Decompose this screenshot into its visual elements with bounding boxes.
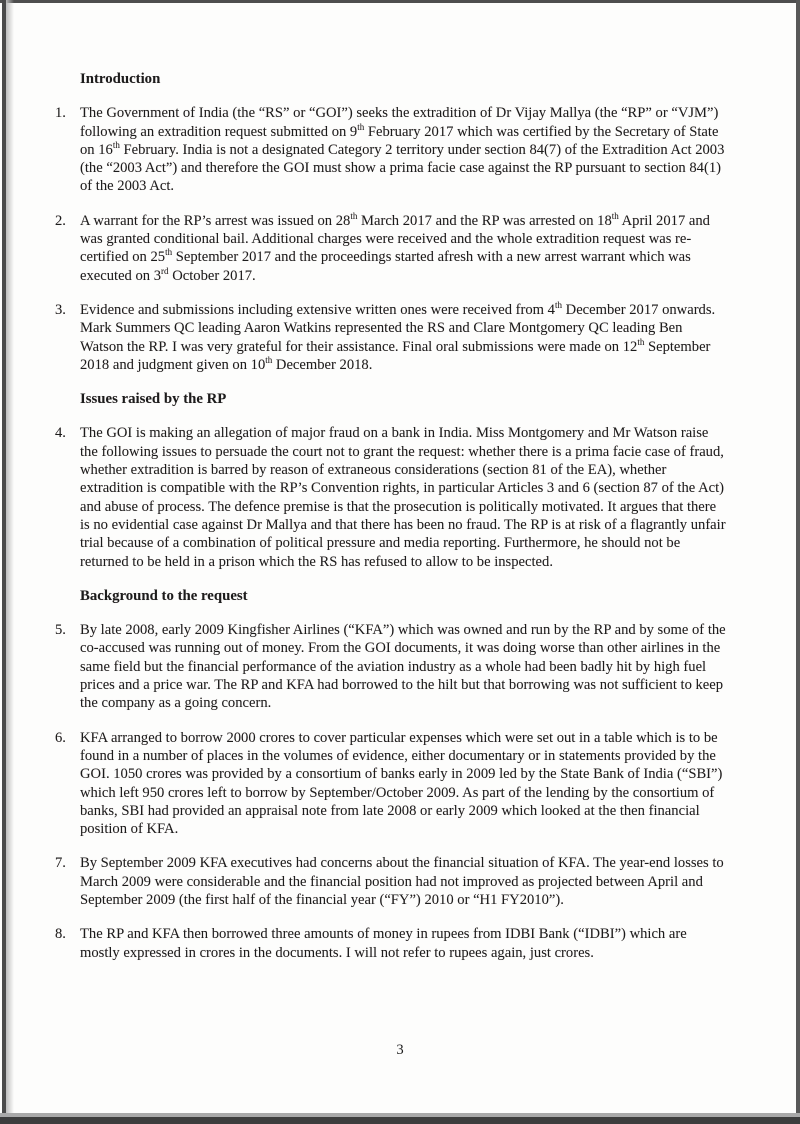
paragraph-text: KFA arranged to borrow 2000 crores to cover particular expenses which were set out in a table which is to be found in a number of places in the volumes of evidence, either documentary or in statements provided by the GOI. 1050 crores was provided by a consortium of banks early in 2009 led by the State Bank of India (“SBI”) which left 950 crores left to borrow by September/October 2009. As part of the lending by the consortium of banks, SBI had provided an appraisal note from late 2008 or early 2009 which looked at the then financial position of KFA. <box>80 729 723 838</box>
paragraph-text: The Government of India (the “RS” or “GOI”) seeks the extradition of Dr Vijay Mallya (the “RP” or “VJM”) following an extradition request submitted on 9th February 2017 which was certified by the Secretary of State on 16th February. India is not a designated Category 2 territory under section 84(7) of the Extradition Act 2003 (the “2003 Act”) and therefore the GOI must show a prima facie case against the RP pursuant to section 84(1) of the 2003 Act. <box>80 105 725 195</box>
scan-edge-bottom <box>0 1117 800 1124</box>
paragraph-text: By late 2008, early 2009 Kingfisher Airlines (“KFA”) which was owned and run by the RP and by some of the co-accused was running out of money. From the GOI documents, it was doing worse than other airlines in the same field but the financial performance of the aviation industry as a whole had been badly hit by high fuel prices and a price war. The RP and KFA had borrowed to the hilt but that borrowing was not sufficient to keep the company as a going concern. <box>80 622 726 712</box>
section-heading-issues: Issues raised by the RP <box>80 391 227 408</box>
numbered-paragraph <box>55 212 727 285</box>
numbered-paragraph <box>55 621 727 712</box>
paragraph-text: By September 2009 KFA executives had concerns about the financial situation of KFA. The year-end losses to March 2009 were considerable and the financial position had not improved as projected between April and September 2009 (the first half of the financial year (“FY”) 2010 or “H1 FY2010”). <box>80 855 724 908</box>
paragraph-number: 5. <box>55 622 66 639</box>
numbered-paragraph <box>55 104 727 195</box>
paragraph-text: Evidence and submissions including extensive written ones were received from 4th December 2017 onwards. Mark Summers QC leading Aaron Watkins represented the RS and Clare Montgomery QC leading Ben Watson the RP. I was very grateful for their assistance. Final oral submissions were made on 12th September 2018 and judgment given on 10th December 2018. <box>80 300 716 373</box>
paragraph-number: 6. <box>55 729 66 746</box>
scan-edge-right <box>796 0 800 1124</box>
paragraph-number: 3. <box>55 301 66 318</box>
numbered-paragraph <box>55 925 727 962</box>
scan-edge-left-fade <box>6 0 14 1124</box>
numbered-paragraph <box>55 301 727 374</box>
paragraph-text: The RP and KFA then borrowed three amounts of money in rupees from IDBI Bank (“IDBI”) which are mostly expressed in crores in the documents. I will not refer to rupees again, just crores. <box>80 926 687 961</box>
numbered-paragraph <box>55 729 727 839</box>
numbered-paragraph <box>55 854 727 909</box>
numbered-paragraph <box>55 424 727 570</box>
section-heading-background: Background to the request <box>80 587 248 604</box>
paragraph-number: 7. <box>55 855 66 872</box>
paragraph-number: 1. <box>55 105 66 122</box>
paragraph-number: 2. <box>55 212 66 229</box>
scan-edge-top <box>0 0 800 3</box>
section-heading-introduction: Introduction <box>80 71 161 87</box>
paragraph-number: 4. <box>55 425 66 442</box>
paragraph-number: 8. <box>55 926 66 943</box>
paragraph-text: A warrant for the RP’s arrest was issued on 28th March 2017 and the RP was arrested on 18th April 2017 and was granted conditional bail. Additional charges were received and the whole extradition request was re-certified on 25th September 2017 and the proceedings started afresh with a new arrest warrant which was executed on 3rd October 2017. <box>80 210 710 284</box>
paragraph-text: The GOI is making an allegation of major fraud on a bank in India. Miss Montgomery and Mr Watson raise the following issues to persuade the court not to grant the request: whether there is a prima facie case of fraud, whether extradition is barred by reason of extraneous considerations (section 81 of the EA), whether extradition is compatible with the RP’s Convention rights, in particular Articles 3 and 6 (section 87 of the Act) and abuse of process. The defence premise is that the prosecution is politically motivated. It argues that there is no evidential case against Dr Mallya and that there has been no fraud. The RP is at risk of a flagrantly unfair trial because of a combination of political pressure and media reporting. Furthermore, he should not be returned to be held in a prison which the RS has refused to allow to be inspected. <box>80 425 726 570</box>
page-number: 3 <box>396 1042 404 1058</box>
